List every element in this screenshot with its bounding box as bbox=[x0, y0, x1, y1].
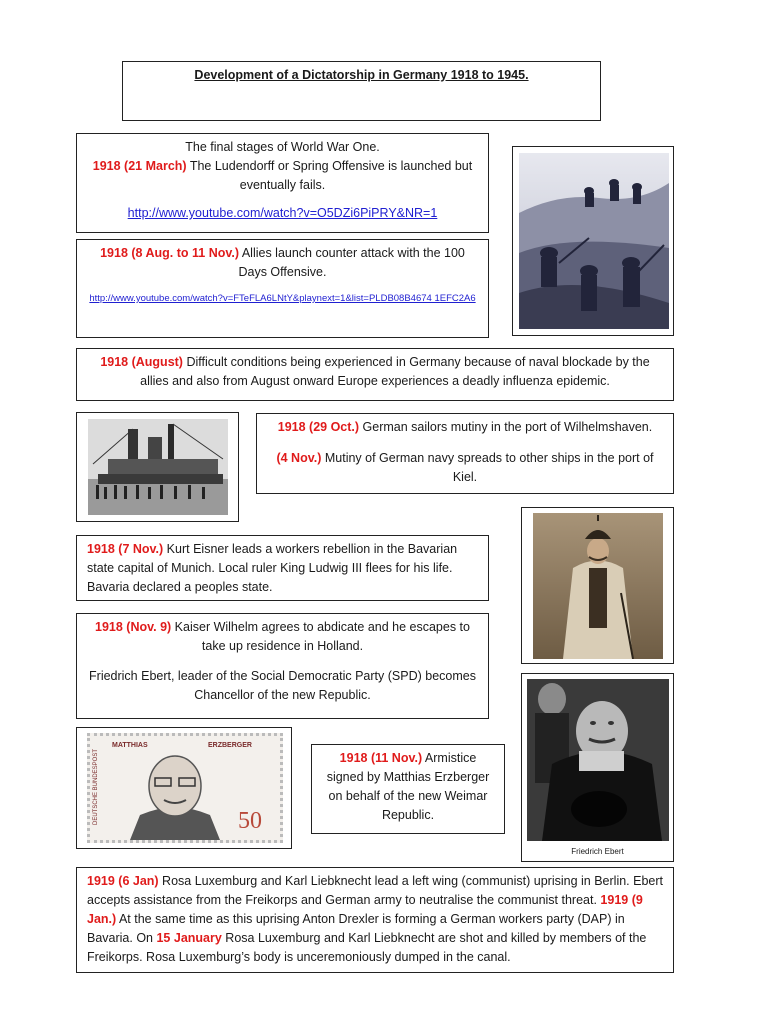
event-description: Allies launch counter attack with the 100 Days Offensive. bbox=[238, 246, 465, 279]
stamp-side-text: DEUTSCHE BUNDESPOST bbox=[93, 748, 100, 826]
event-description: Difficult conditions being experienced in Germany because of naval blockade by the allies and also from August onward Europe experiences a deadly influenza epidemic. bbox=[140, 355, 650, 388]
event-date: 1919 (9 Jan.) bbox=[87, 893, 643, 926]
event-text bbox=[267, 449, 663, 487]
ww1-soldiers-photo bbox=[519, 153, 669, 329]
event-description: Kurt Eisner leads a workers rebellion in the Bavarian state capital of Munich. Local ruler King Ludwig III flees for his life. Bavaria declared a peoples state. bbox=[87, 542, 458, 594]
event-description: Mutiny of German navy spreads to other ships in the port of Kiel. bbox=[321, 451, 654, 484]
event-box-spartacist-uprising bbox=[76, 867, 674, 973]
erzberger-stamp bbox=[87, 733, 283, 843]
ebert-paragraph: Friedrich Ebert, leader of the Social Democratic Party (SPD) becomes Chancellor of the new Republic. bbox=[89, 669, 476, 702]
event-date: 1918 (August) bbox=[100, 355, 183, 369]
event-date: 1918 (29 Oct.) bbox=[277, 420, 360, 434]
erzberger-stamp-frame bbox=[76, 727, 292, 849]
page-title: Development of a Dictatorship in Germany 1918 to 1945. bbox=[194, 68, 529, 82]
event-text bbox=[87, 244, 478, 282]
stamp-value: 50 bbox=[238, 808, 262, 834]
title-box bbox=[122, 61, 601, 121]
event-description: Rosa Luxemburg and Karl Liebknecht lead a left wing (communist) uprising in Berlin. Ebert accepts assistance from the Freikorps and German army to neutralise the communist threat. bbox=[87, 874, 663, 907]
ww1-heading: The final stages of World War One. bbox=[185, 140, 380, 154]
event-date: 15 January bbox=[156, 931, 222, 945]
event-description: Rosa Luxemburg and Karl Liebknecht are shot and killed by members of the Freikorps. Rosa Luxemburg’s body is unceremoniously dumped in the canal. bbox=[87, 931, 647, 964]
stamp-name-left: MATTHIAS bbox=[112, 742, 148, 749]
friedrich-ebert-photo bbox=[527, 679, 669, 841]
event-description: The Ludendorff or Spring Offensive is launched but eventually fails. bbox=[186, 159, 473, 192]
event-text bbox=[87, 157, 478, 195]
event-box-abdication bbox=[76, 613, 489, 719]
event-text bbox=[87, 872, 663, 967]
event-text bbox=[267, 418, 663, 437]
event-text bbox=[87, 618, 478, 656]
youtube-link[interactable]: http://www.youtube.com/watch?v=FTeFLA6LNtY&playnext=1&list=PLDB08B4674 1EFC2A6 bbox=[89, 293, 476, 304]
event-box-mutiny bbox=[256, 413, 674, 494]
event-description: At the same time as this uprising Anton Drexler is forming a German workers party (DAP) in Bavaria. On bbox=[87, 912, 625, 945]
ww1-soldiers-photo-frame bbox=[512, 146, 674, 336]
warship-photo bbox=[88, 419, 228, 515]
event-text bbox=[87, 540, 478, 597]
event-date: 1918 (7 Nov.) bbox=[87, 542, 164, 556]
event-box-armistice bbox=[311, 744, 505, 834]
kaiser-wilhelm-photo bbox=[533, 513, 663, 659]
warship-photo-frame bbox=[76, 412, 239, 522]
stamp-name-right: ERZBERGER bbox=[208, 742, 252, 749]
event-description: German sailors mutiny in the port of Wilhelmshaven. bbox=[359, 420, 653, 434]
kaiser-photo-frame bbox=[521, 507, 674, 664]
event-box-blockade bbox=[76, 348, 674, 401]
event-text bbox=[320, 749, 496, 825]
event-date: 1918 (8 Aug. to 11 Nov.) bbox=[100, 246, 240, 260]
event-description: Armistice signed by Matthias Erzberger on behalf of the new Weimar Republic. bbox=[326, 751, 490, 822]
event-date: 1918 (Nov. 9) bbox=[95, 620, 172, 634]
event-date: 1918 (11 Nov.) bbox=[339, 751, 423, 765]
event-box-hundred-days bbox=[76, 239, 489, 338]
event-text bbox=[85, 353, 665, 391]
event-date: (4 Nov.) bbox=[276, 451, 322, 465]
erzberger-portrait bbox=[120, 750, 230, 840]
ebert-photo-frame bbox=[521, 673, 674, 862]
ebert-caption: Friedrich Ebert bbox=[571, 847, 624, 856]
event-date: 1919 (6 Jan) bbox=[87, 874, 159, 888]
event-box-eisner bbox=[76, 535, 489, 601]
event-date: 1918 (21 March) bbox=[92, 159, 187, 173]
youtube-link[interactable]: http://www.youtube.com/watch?v=O5DZi6PiPRY&NR=1 bbox=[127, 206, 438, 220]
event-description: Kaiser Wilhelm agrees to abdicate and he escapes to take up residence in Holland. bbox=[171, 620, 470, 653]
event-box-spring-offensive bbox=[76, 133, 489, 233]
